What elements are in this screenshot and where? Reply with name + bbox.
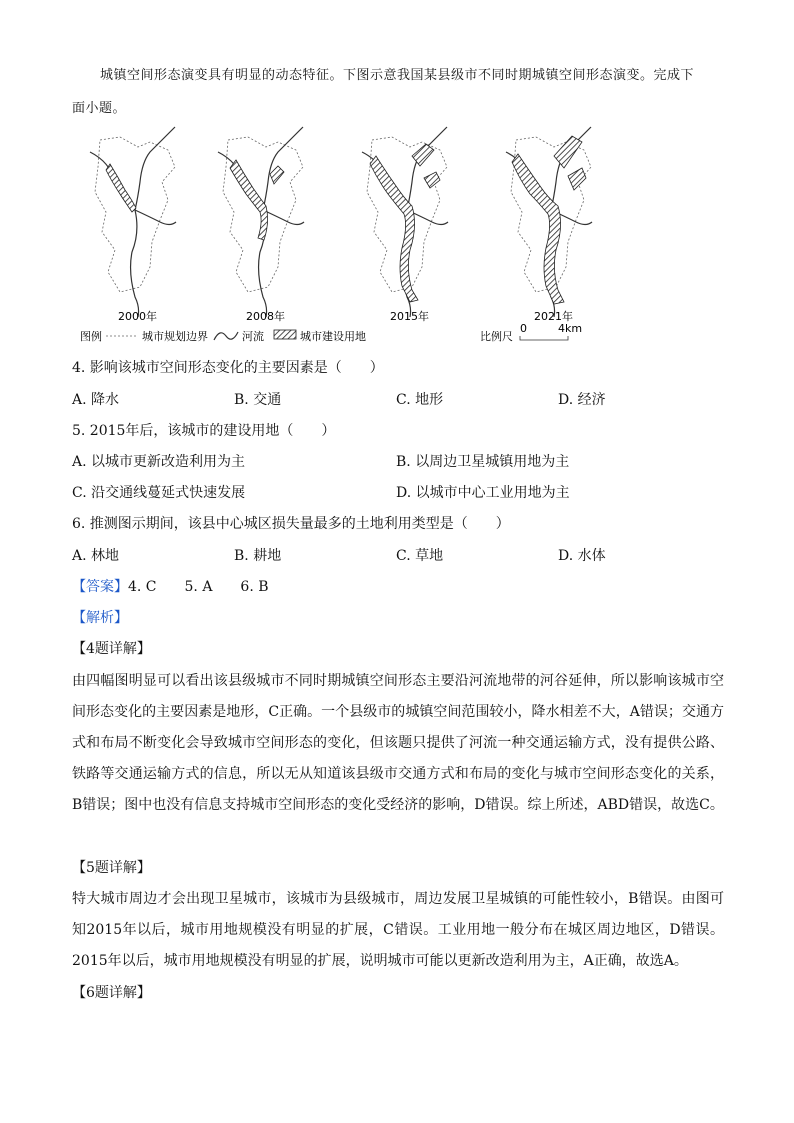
map-year-label: 2021年 xyxy=(534,310,573,323)
question-6-option-a: A. 林地 xyxy=(72,548,120,564)
answer-line xyxy=(72,577,269,597)
map-year-label: 2008年 xyxy=(246,310,285,323)
question-4-stem: 4. 影响该城市空间形态变化的主要因素是（ ） xyxy=(72,360,384,376)
scale-bar-icon xyxy=(520,336,568,340)
river-legend-icon xyxy=(214,332,238,340)
map-2015 xyxy=(362,127,448,323)
question-5-stem: 5. 2015年后，该城市的建设用地（ ） xyxy=(72,423,336,439)
question-4-option-c: C. 地形 xyxy=(396,392,444,408)
map-year-label: 2015年 xyxy=(390,310,429,323)
question-6-option-b: B. 耕地 xyxy=(234,548,282,564)
question-6-option-d: D. 水体 xyxy=(558,548,606,564)
detail-5-body: 特大城市周边才会出现卫星城市，该城市为县级城市，周边发展卫星城镇的可能性较小，B错误。由图可知2015年以后，城市用地规模没有明显的扩展，C错误。工业用地一般分布在城区周边地区，D错误。2015年以后，城市用地规模没有明显的扩展，说明城市可能以更新改造利用为主，A正确，故选A。 xyxy=(72,891,724,969)
map-2008 xyxy=(218,127,304,323)
question-5-option-a: A. 以城市更新改造利用为主 xyxy=(72,454,246,470)
map-legend xyxy=(80,322,582,343)
intro-line-1: 城镇空间形态演变具有明显的动态特征。下图示意我国某县级市不同时期城镇空间形态演变。完成下 xyxy=(100,68,695,83)
map-2021 xyxy=(506,127,592,323)
answer-text: 4. C 5. A 6. B xyxy=(128,579,269,595)
question-4-option-b: B. 交通 xyxy=(234,392,282,408)
question-4-option-a: A. 降水 xyxy=(72,392,120,408)
scale-value: 4km xyxy=(558,322,583,335)
detail-4-heading: 【4题详解】 xyxy=(72,641,151,657)
scale-zero: 0 xyxy=(520,322,527,335)
city-evolution-map-figure xyxy=(80,122,640,347)
detail-5-heading: 【5题详解】 xyxy=(72,860,151,876)
question-4-option-d: D. 经济 xyxy=(558,392,606,408)
question-6-option-c: C. 草地 xyxy=(396,548,444,564)
map-2000 xyxy=(90,127,176,323)
legend-title: 图例 xyxy=(80,330,102,343)
legend-boundary-label: 城市规划边界 xyxy=(142,330,208,343)
question-5-option-b: B. 以周边卫星城镇用地为主 xyxy=(396,454,570,470)
built-land-legend-icon xyxy=(274,330,296,339)
analysis-label: 【解析】 xyxy=(72,610,128,626)
detail-4-body: 由四幅图明显可以看出该县级城市不同时期城镇空间形态主要沿河流地带的河谷延伸，所以影响该城市空间形态变化的主要因素是地形，C正确。一个县级市的城镇空间范围较小，降水相差不大，A错误；交通方式和布局不断变化会导致城市空间形态的变化，但该题只提供了河流一种交通运输方式，没有提供公路、铁路等交通运输方式的信息，所以无从知道该县级市交通方式和布局的变化与城市空间形态变化的关系，B错误；图中也没有信息支持城市空间形态的变化受经济的影响，D错误。综上所述，ABD错误，故选C。 xyxy=(72,673,724,813)
answer-label: 【答案】 xyxy=(72,579,128,595)
question-5-option-d: D. 以城市中心工业用地为主 xyxy=(396,485,570,501)
detail-6-heading: 【6题详解】 xyxy=(72,985,151,1001)
question-6-stem: 6. 推测图示期间，该县中心城区损失量最多的土地利用类型是（ ） xyxy=(72,516,510,532)
scale-label: 比例尺 xyxy=(480,330,513,343)
legend-river-label: 河流 xyxy=(242,330,264,343)
map-year-label: 2000年 xyxy=(118,310,157,323)
intro-line-2: 面小题。 xyxy=(72,101,127,116)
legend-built-label: 城市建设用地 xyxy=(300,330,366,343)
question-5-option-c: C. 沿交通线蔓延式快速发展 xyxy=(72,485,246,501)
